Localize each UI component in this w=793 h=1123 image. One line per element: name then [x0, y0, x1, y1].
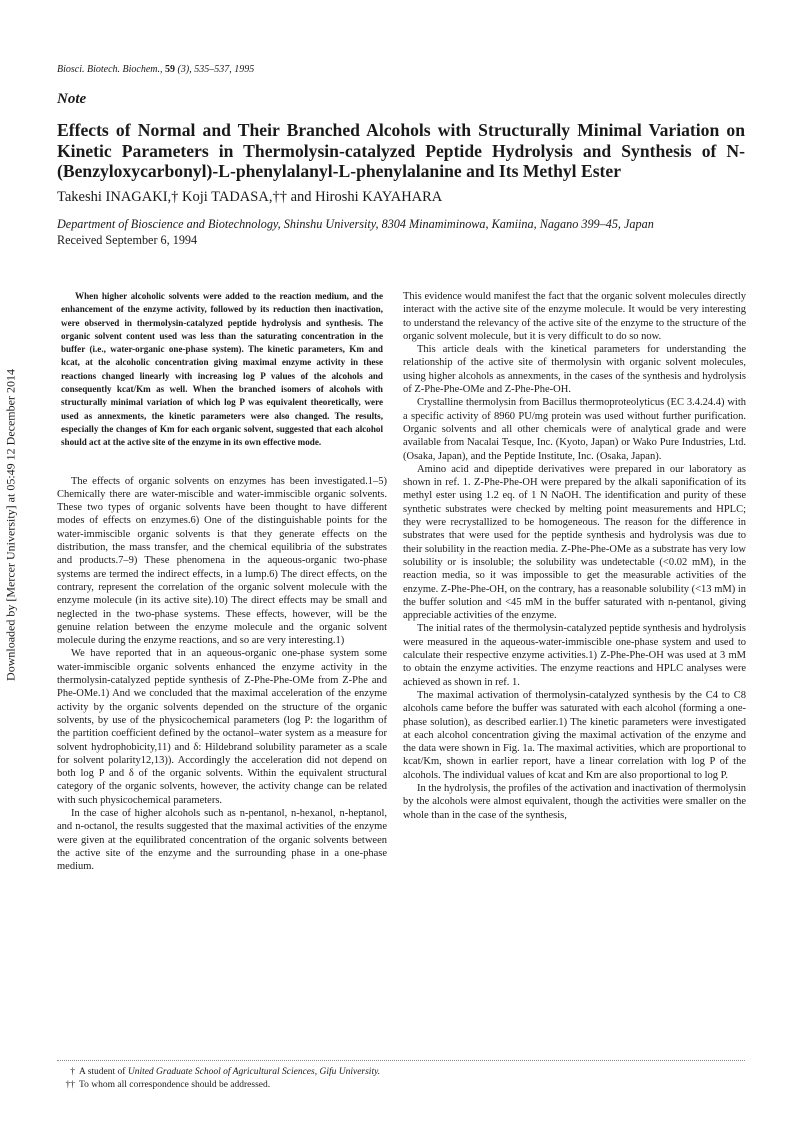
body-paragraph: This article deals with the kinetical parameters for understanding the relationship of the active site of thermolysin with organic solvent molecules, using higher alcohols as annexments, in the cases of the synthesis and hydrolysis of Z-Phe-Phe-OMe and Z-Phe-Phe-OH.	[403, 344, 746, 396]
received-date: Received September 6, 1994	[57, 233, 198, 247]
affiliation: Department of Bioscience and Biotechnology, Shinshu University, 8304 Minamiminowa, Kamiina, Nagano 399–45, Japan	[57, 217, 654, 231]
article-type-label: Note	[57, 91, 87, 107]
journal-name: Biosci. Biotech. Biochem.,	[57, 64, 166, 75]
abstract: When higher alcoholic solvents were added to the reaction medium, and the enhancement of the enzyme activity, followed by its reduction then inactivation, were observed in thermolysin-catalyzed peptide hydrolysis and synthesis. The organic solvent content used was less than the saturating concentration in the buffer (i.e., water-organic one-phase system). The kinetic parameters, Km and kcat, at the alcoholic concentration giving maximal enzyme activity in these reactions changed linearly with increasing log P values of the alcohols and consequently kcat/Km as well. When the branched isomers of alcohols with structurally minimal variation of which log P was equivalent theoretically, were used as annexments, the kinetic parameters were also changed. The results, especially the changes of Km for each organic solvent, suggested that each alcohol should act at the active site of the enzyme in its own effective mode.	[61, 291, 383, 448]
body-paragraph: We have reported that in an aqueous-organic one-phase system some water-immiscible organic solvents enhanced the enzyme activity in the thermolysin-catalyzed peptide synthesis of Z-Phe-Phe-OMe from Z-Phe and Phe-OMe.1) And we concluded that the maximal acceleration of the enzyme activity by the organic solvents depended on the structure of the organic solvents, by use of the physicochemical parameters (log P: the logarithm of the partition coefficient defined by the octanol–water system as a measure for solvent hydrophobicity,11) and δ: Hildebrand solubility parameter as a scale for solvent polarity12,13)). Accordingly the acceleration did not depend on both log P and δ of the organic solvents. Within the equivalent structural category of the organic solvents, however, the activity change can be related with such physicochemical parameters.	[57, 648, 387, 806]
body-paragraph: The initial rates of the thermolysin-catalyzed peptide synthesis and hydrolysis were measured in the aqueous-water-immiscible one-phase system and used to calculate their respective enzyme activities.1) Z-Phe-Phe-OH was used at 3 mM to obtain the enzyme activities. The enzyme reactions and HPLC analyses were achieved as shown in ref. 1.	[403, 623, 746, 688]
download-watermark-text: Downloaded by [Mercer University] at 05:49 12 December 2014	[3, 369, 18, 681]
footnotes	[57, 1066, 380, 1092]
journal-citation	[57, 64, 254, 75]
footnote-divider	[57, 1060, 745, 1061]
article-title: Effects of Normal and Their Branched Alcohols with Structurally Minimal Variation on Kinetic Parameters in Thermolysin-catalyzed Peptide Hydrolysis and Synthesis of N-(Benzyloxycarbonyl)-L-phenylalanyl-L-phenylalanine and Its Methyl Ester	[57, 120, 745, 181]
footnote	[57, 1066, 380, 1079]
journal-volume: 59	[165, 64, 176, 75]
body-paragraph: This evidence would manifest the fact that the organic solvent molecules directly interact with the active site of the enzyme molecule. It would be very interesting to understand the relevancy of the active site of the enzyme to the structure of the organic solvent molecule, but it is very difficult to do so now.	[403, 291, 746, 342]
body-paragraph: The effects of organic solvents on enzymes has been investigated.1–5) Chemically there are water-miscible and water-immiscible organic solvents. These two types of organic solvents have been thought to have different modes of effects on enzymes.6) One of the distinguishable points for the water-immiscible organic solvents is that they generate effects on the distribution, the mass transfer, and the chemical equilibria of the substrates and products.7–9) These phenomena in the aqueous-organic two-phase systems are termed the indirect effects, in a lump.6) The direct effects, on the contrary, represent the correlation of the organic solvent molecule with the enzyme molecule (in its active site).10) The direct effects may be small and neglected in the two-phase systems. These effects, however, will be the genuine relation between the enzyme molecule and the organic solvent molecule during the enzyme reactions, and so are very interesting.1)	[57, 475, 387, 647]
journal-pages: (3), 535–537, 1995	[175, 64, 255, 75]
download-watermark	[3, 315, 19, 735]
body-paragraph: The maximal activation of thermolysin-catalyzed synthesis by the C4 to C8 alcohols came before the buffer was saturated with each alcohol (forming a one-phase solution), as described earlier.1) The kinetic parameters were investigated at each alcohol concentration giving the maximal activation of the enzyme and the data were shown in Fig. 1a. The maximal activities, which are proportional to kcat/Km, shown in earlier report, have a linear correlation with log P of the alcohols. The individual values of kcat and Km are also proportional to log P.	[403, 689, 746, 781]
footnote-symbol: †	[70, 1067, 75, 1077]
left-column	[57, 290, 387, 873]
footnote	[57, 1079, 380, 1092]
footnote-text: To whom all correspondence should be addressed.	[79, 1080, 271, 1090]
body-paragraph: Amino acid and dipeptide derivatives were prepared in our laboratory as shown in ref. 1. Z-Phe-Phe-OH were prepared by the alkali saponification of its methyl ester using 1.2 eq. of 1 N NaOH. The identification and purity of these synthetic substrates were checked by melting point measurements and HPLC; they were recrystallized to be homogeneous. The reason for the difference in substrates that were used for the peptide synthesis and hydrolysis was due to their solubility in the reaction media. Z-Phe-Phe-OMe as a substrate has very low solubility or is insoluble; the solubility was undetectable (<0.02 mM), in the reaction media, so it was impossible to get the measurable activities of the enzyme. Z-Phe-Phe-OH, on the contrary, has a reasonable solubility (<13 mM) in the buffer solution and <45 mM in the buffer saturated with n-pentanol, giving appreciable activities of the enzyme.	[403, 463, 746, 622]
body-paragraph: In the case of higher alcohols such as n-pentanol, n-hexanol, n-heptanol, and n-octanol, the results suggested that the maximal activities of the enzyme were given at the equilibrated concentration of the organic solvents between the active site of the enzyme and the surrounding phase in a one-phase medium.	[57, 807, 387, 873]
footnote-text-italic: United Graduate School of Agricultural Sciences, Gifu University.	[127, 1067, 381, 1077]
body-paragraph: Crystalline thermolysin from Bacillus thermoproteolyticus (EC 3.4.24.4) with a specific activity of 8960 PU/mg protein was used without further purification. Organic solvents and all other chemicals were of analytical grade and were available from Nacalai Tesque, Inc. (Kyoto, Japan) or Wako Pure Industries, Ltd. (Osaka, Japan), and the Peptide Institute, Inc. (Osaka, Japan).	[403, 397, 746, 462]
body-paragraph: In the hydrolysis, the profiles of the activation and inactivation of thermolysin by the alcohols were almost equivalent, though the activities were smaller on the whole than in the case of the synthesis,	[403, 782, 746, 821]
footnote-text: A student of	[79, 1067, 128, 1077]
author-list: Takeshi INAGAKI,† Koji TADASA,†† and Hiroshi KAYAHARA	[57, 189, 443, 205]
footnote-symbol: ††	[65, 1080, 75, 1090]
right-column	[403, 290, 746, 822]
